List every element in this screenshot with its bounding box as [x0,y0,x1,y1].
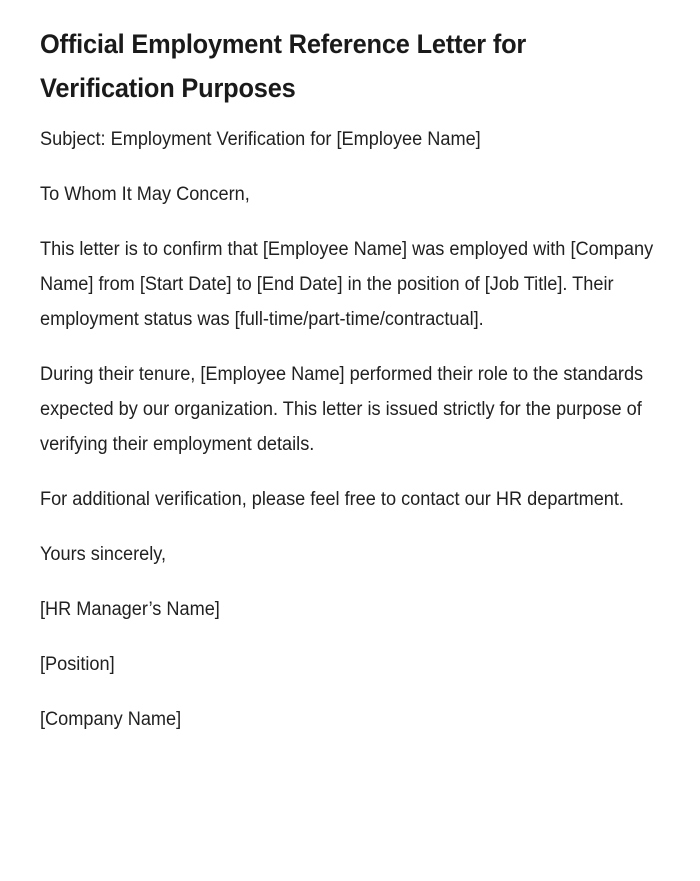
signature-position: [Position] [40,654,115,675]
salutation: To Whom It May Concern, [40,184,250,205]
signature-name: [HR Manager’s Name] [40,599,220,620]
tenure-paragraph: During their tenure, [Employee Name] performed their role to the standards expected by our organization. This letter is issued strictly for the purpose of verifying their employment details. [40,364,644,455]
letter-body [40,122,658,737]
page-title: Official Employment Reference Letter for Verification Purposes [40,29,527,103]
contact-paragraph: For additional verification, please feel free to contact our HR department. [40,489,624,510]
signature-company: [Company Name] [40,709,182,730]
subject-line: Subject: Employment Verification for [Employee Name] [40,129,481,150]
closing-salutation: Yours sincerely, [40,544,167,565]
confirmation-paragraph: This letter is to confirm that [Employee Name] was employed with [Company Name] from [Start Date] to [End Date] in the position of [Job Title]. Their employment status was [full-time/part-time/contractual]. [40,239,654,330]
